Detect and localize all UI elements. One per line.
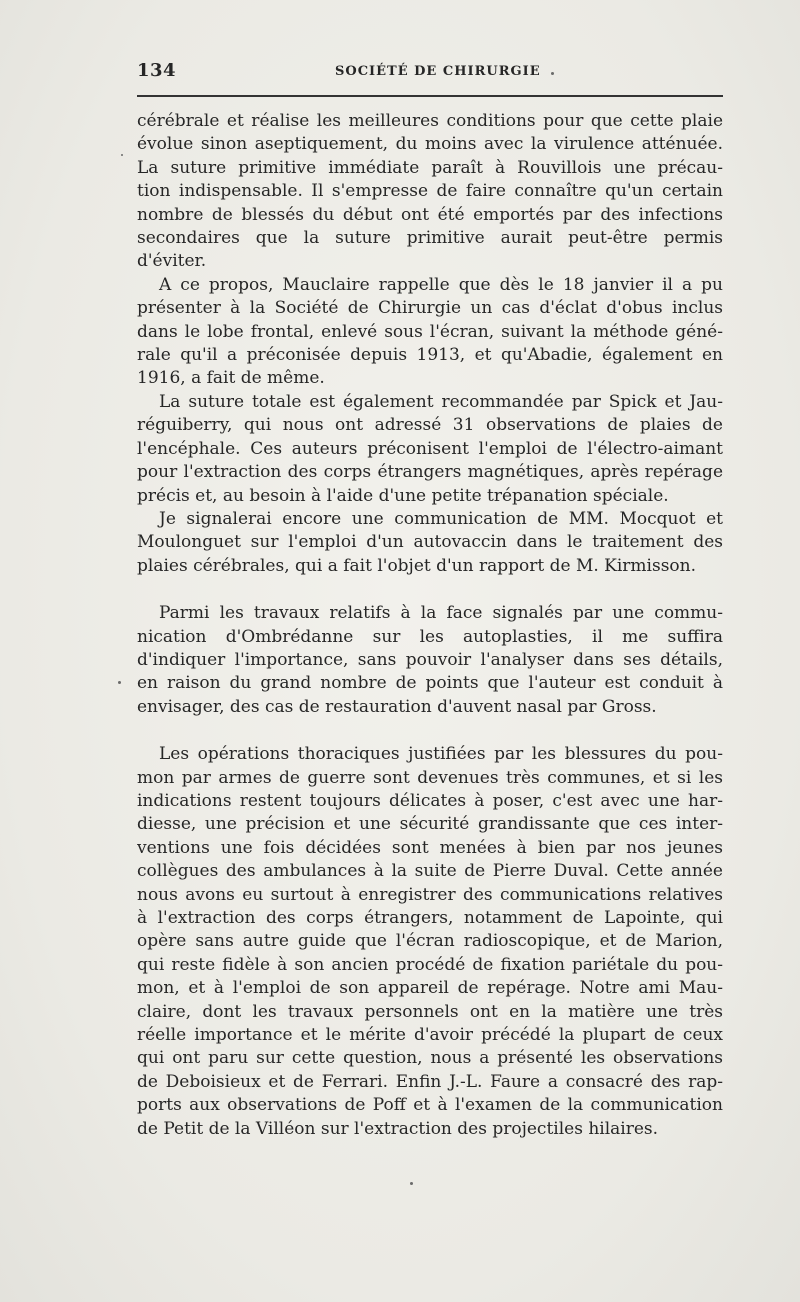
text-line: La suture totale est également recommandée par Spick et Jau- (159, 391, 723, 412)
text-line: réelle importance et le mérite d'avoir précédé la plupart de ceux (137, 1025, 723, 1046)
text-line: Moulonguet sur l'emploi d'un autovaccin dans le traitement des (137, 532, 723, 553)
text-line: ventions une fois décidées sont menées à bien par nos jeunes (137, 837, 723, 858)
paragraph (137, 743, 723, 1141)
section-gap (137, 578, 723, 602)
text-line: d'indiquer l'importance, sans pouvoir l'analyser dans ses détails, (137, 649, 723, 670)
text-line: nombre de blessés du début ont été emportés par des infections (137, 204, 723, 225)
text-line: évolue sinon aseptiquement, du moins avec la virulence atténuée. (137, 134, 723, 155)
text-line: plaies cérébrales, qui a fait l'objet d'un rapport de M. Kirmisson. (137, 555, 697, 576)
paragraph (137, 274, 723, 391)
text-line: A ce propos, Mauclaire rappelle que dès le 18 janvier il a pu (159, 274, 723, 295)
scan-speck (121, 154, 123, 156)
text-line: qui reste fidèle à son ancien procédé de fixation pariétale du pou- (137, 954, 723, 975)
text-line: de Petit de la Villéon sur l'extraction des projectiles hilaires. (137, 1118, 659, 1139)
text-line: indications restent toujours délicates à poser, c'est avec une har- (137, 790, 723, 811)
paragraph (137, 602, 723, 719)
text-line: envisager, des cas de restauration d'auvent nasal par Gross. (137, 696, 657, 717)
text-line: collègues des ambulances à la suite de Pierre Duval. Cette année (137, 861, 723, 882)
text-line: présenter à la Société de Chirurgie un cas d'éclat d'obus inclus (137, 298, 723, 319)
page-number: 134 (137, 60, 177, 81)
text-line: mon, et à l'emploi de son appareil de repérage. Notre ami Mau- (137, 978, 723, 999)
text-line: de Deboisieux et de Ferrari. Enfin J.-L. Faure a consacré des rap- (137, 1071, 723, 1092)
text-line: diesse, une précision et une sécurité grandissante que ces inter- (137, 814, 723, 835)
text-line: qui ont paru sur cette question, nous a présenté les observations (137, 1048, 723, 1069)
paragraph (137, 110, 723, 274)
paragraph (137, 508, 723, 578)
text-line: opère sans autre guide que l'écran radioscopique, et de Marion, (137, 931, 723, 952)
text-line: Parmi les travaux relatifs à la face signalés par une commu- (159, 603, 723, 624)
scan-speck (410, 1182, 413, 1185)
text-line: nication d'Ombrédanne sur les autoplasties, il me suffira (137, 626, 723, 647)
text-line: dans le lobe frontal, enlevé sous l'écran, suivant la méthode géné- (137, 321, 723, 342)
text-line: tion indispensable. Il s'empresse de faire connaître qu'un certain (137, 181, 723, 202)
text-line: 1916, a fait de même. (137, 368, 325, 389)
text-line: La suture primitive immédiate paraît à Rouvillois une précau- (137, 157, 723, 178)
text-line: Je signalerai encore une communication de MM. Mocquot et (159, 508, 723, 529)
text-line: précis et, au besoin à l'aide d'une petite trépanation spéciale. (137, 485, 669, 506)
body-text (137, 110, 723, 1141)
text-line: nous avons eu surtout à enregistrer des communications relatives (137, 884, 723, 905)
text-line: ports aux observations de Poff et à l'examen de la communication (137, 1095, 723, 1116)
page-header (137, 58, 723, 86)
text-line: en raison du grand nombre de points que l'auteur est conduit à (137, 673, 723, 694)
text-line: pour l'extraction des corps étrangers magnétiques, après repérage (137, 462, 723, 483)
text-line: claire, dont les travaux personnels ont en la matière une très (137, 1001, 723, 1022)
scan-speck (118, 681, 121, 684)
text-line: cérébrale et réalise les meilleures conditions pour que cette plaie (137, 111, 723, 131)
section-gap (137, 719, 723, 743)
text-line: secondaires que la suture primitive aurait peut-être permis (137, 228, 723, 249)
scan-speck (551, 72, 554, 75)
text-line: mon par armes de guerre sont devenues très communes, et si les (137, 767, 723, 788)
text-line: réguiberry, qui nous ont adressé 31 observations de plaies de (137, 415, 723, 436)
text-line: à l'extraction des corps étrangers, notamment de Lapointe, qui (137, 908, 723, 928)
text-line: d'éviter. (137, 251, 207, 272)
text-line: rale qu'il a préconisée depuis 1913, et qu'Abadie, également en (137, 345, 723, 366)
text-line: Les opérations thoraciques justifiées par les blessures du pou- (159, 744, 723, 765)
header-rule (137, 95, 723, 97)
running-title: SOCIÉTÉ DE CHIRURGIE (335, 64, 541, 79)
paragraph (137, 391, 723, 508)
text-line: l'encéphale. Ces auteurs préconisent l'emploi de l'électro-aimant (137, 438, 723, 459)
